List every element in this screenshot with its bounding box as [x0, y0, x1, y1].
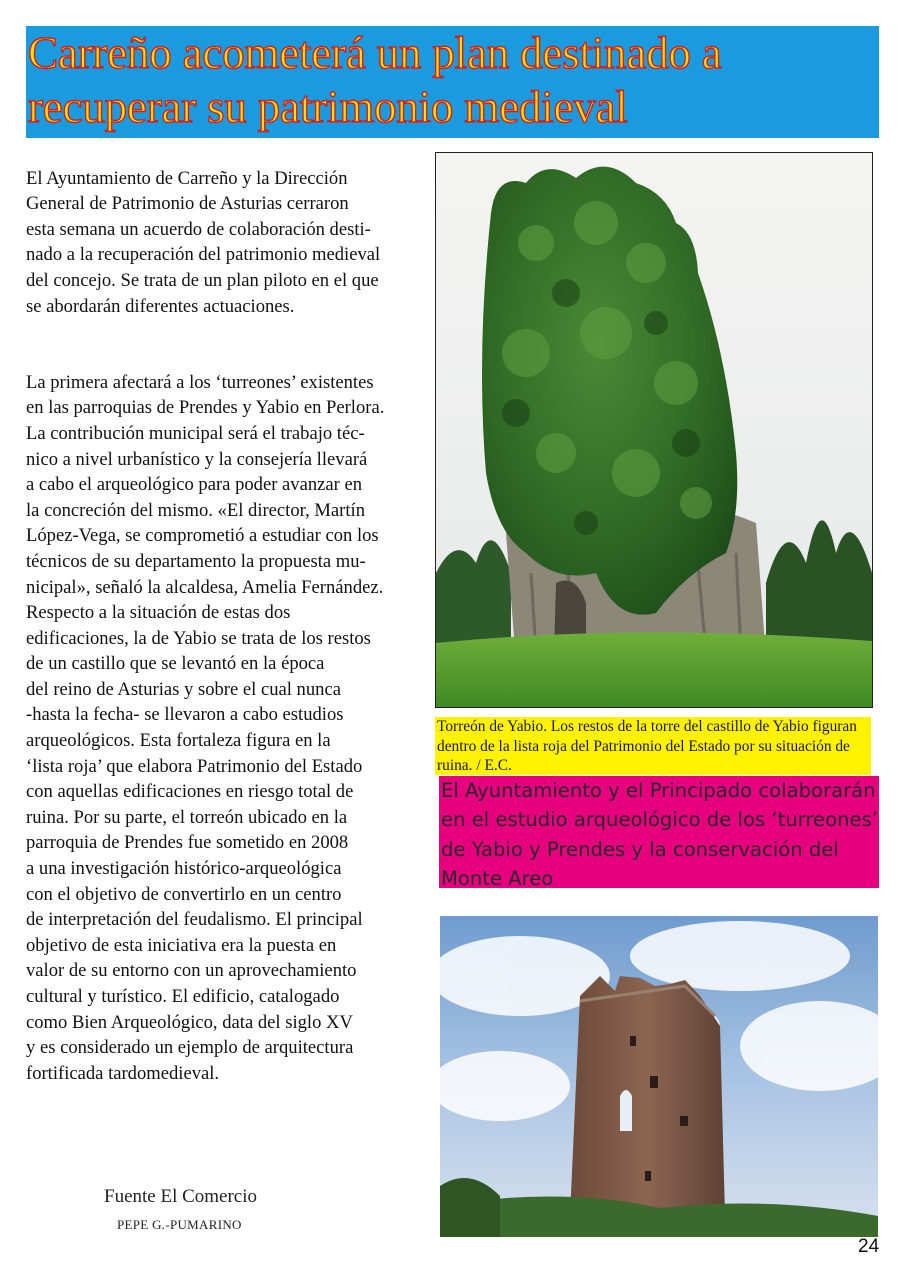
source-credit: Fuente El Comercio	[104, 1186, 258, 1207]
photo-caption: Torreón de Yabio. Los restos de la torre del castillo de Yabio figuran dentro de la lista roja del Patrimonio del Estado por su situación de ruina. / E.C.	[435, 717, 871, 775]
headline	[26, 26, 879, 134]
headline-banner	[26, 26, 879, 138]
photo-torreon-yabio	[435, 152, 873, 708]
article-paragraph-2: La primera afectará a los ‘turreones’ existentes en las parroquias de Prendes y Yabio en Perlora. La contribución municipal será el trabajo téc- nico a nivel urbanístico y la consejería llevará a cabo el arqueológico para poder avanzar en la concreción del mismo. «El director, Martín López-Vega, se comprometió a estudiar con los técnicos de su departamento la propuesta mu- nicipal», señaló la alcaldesa, Amelia Fernández. Respecto a la situación de estas dos edificaciones, la de Yabio se trata de los restos de un castillo que se levantó en la época del reino de Asturias y sobre el cual nunca -hasta la fecha- se llevaron a cabo estudios arqueológicos. Esta fortaleza figura en la ‘lista roja’ que elabora Patrimonio del Estado con aquellas edificaciones en riesgo total de ruina. Por su parte, el torreón ubicado en la parroquia de Prendes fue sometido en 2008 a una investigación histórico-arqueológica con el objetivo de convertirlo en un centro de interpretación del feudalismo. El principal objetivo de esta iniciativa era la puesta en valor de su entorno con un aprovechamiento cultural y turístico. El edificio, catalogado como Bien Arqueológico, data del siglo XV y es considerado un ejemplo de arquitectura fortificada tardomedieval.	[26, 371, 385, 1084]
headline-line-1: Carreño acometerá un plan destinado a	[28, 28, 722, 78]
photo-torreon-prendes	[440, 916, 878, 1237]
pull-quote: El Ayuntamiento y el Principado colaborarán en el estudio arqueológico de los ‘turreones’ de Yabio y Prendes y la conservación del Monte Areo	[439, 776, 879, 888]
article-paragraph-1: El Ayuntamiento de Carreño y la Dirección General de Patrimonio de Asturias cerraron esta semana un acuerdo de colaboración desti- nado a la recuperación del patrimonio medieval del concejo. Se trata de un plan piloto en el que se abordarán diferentes actuaciones.	[26, 167, 381, 317]
author-credit: PEPE G.-PUMARINO	[117, 1217, 242, 1232]
headline-line-2: recuperar su patrimonio medieval	[28, 82, 628, 132]
page-number: 24	[858, 1236, 880, 1257]
article-body	[26, 140, 436, 1137]
